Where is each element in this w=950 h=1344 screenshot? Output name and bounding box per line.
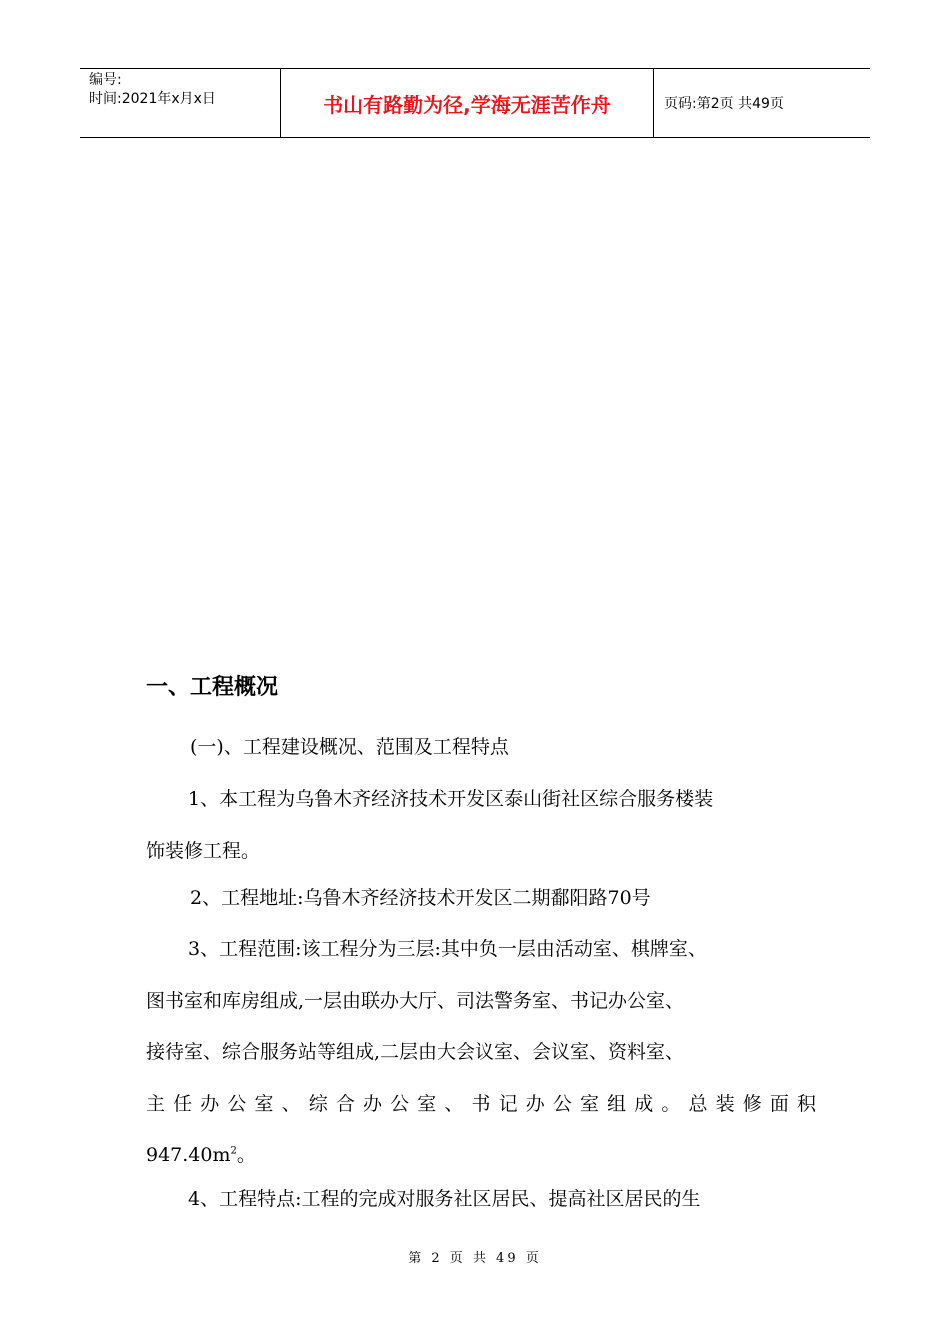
item-3-line-4: 主任办公室、综合办公室、书记办公室组成。总装修面积	[146, 1092, 816, 1115]
area-unit-superscript: 2	[230, 1145, 237, 1157]
header-page-info: 页码:第2页 共49页	[664, 96, 784, 112]
item-3-line-1: 3、工程范围:该工程分为三层:其中负一层由活动室、棋牌室、	[188, 938, 707, 960]
item-3-line-2: 图书室和库房组成,一层由联办大厅、司法警务室、书记办公室、	[146, 989, 685, 1012]
header-meta-cell	[80, 69, 281, 137]
header-page-cell	[654, 69, 870, 137]
subsection-heading: (一)、工程建设概况、范围及工程特点	[190, 736, 509, 758]
item-1-line-1: 1、本工程为乌鲁木齐经济技术开发区泰山街社区综合服务楼装	[188, 788, 714, 810]
document-header	[80, 68, 870, 138]
item-3-paragraph	[146, 924, 816, 1182]
item-4-line-1: 4、工程特点:工程的完成对服务社区居民、提高社区居民的生	[188, 1188, 701, 1210]
item-2-paragraph: 2、工程地址:乌鲁木齐经济技术开发区二期鄱阳路70号	[190, 887, 651, 909]
area-value: 947.40m	[146, 1144, 231, 1166]
section-heading: 一、工程概况	[146, 675, 279, 700]
page-footer: 第 2 页 共 49 页	[408, 1251, 542, 1266]
date-label: 时间:2021年x月x日	[89, 91, 216, 107]
item-1-line-2: 饰装修工程。	[146, 839, 261, 862]
header-motto-cell	[281, 69, 654, 137]
item-1-paragraph	[146, 774, 816, 877]
area-end-punctuation: 。	[236, 1144, 256, 1166]
item-3-line-3: 接待室、综合服务站等组成,二层由大会议室、会议室、资料室、	[146, 1041, 685, 1063]
serial-number-label: 编号:	[89, 72, 122, 88]
item-4-paragraph	[146, 1174, 816, 1226]
motto-text: 书山有路勤为径,学海无涯苦作舟	[323, 92, 611, 117]
